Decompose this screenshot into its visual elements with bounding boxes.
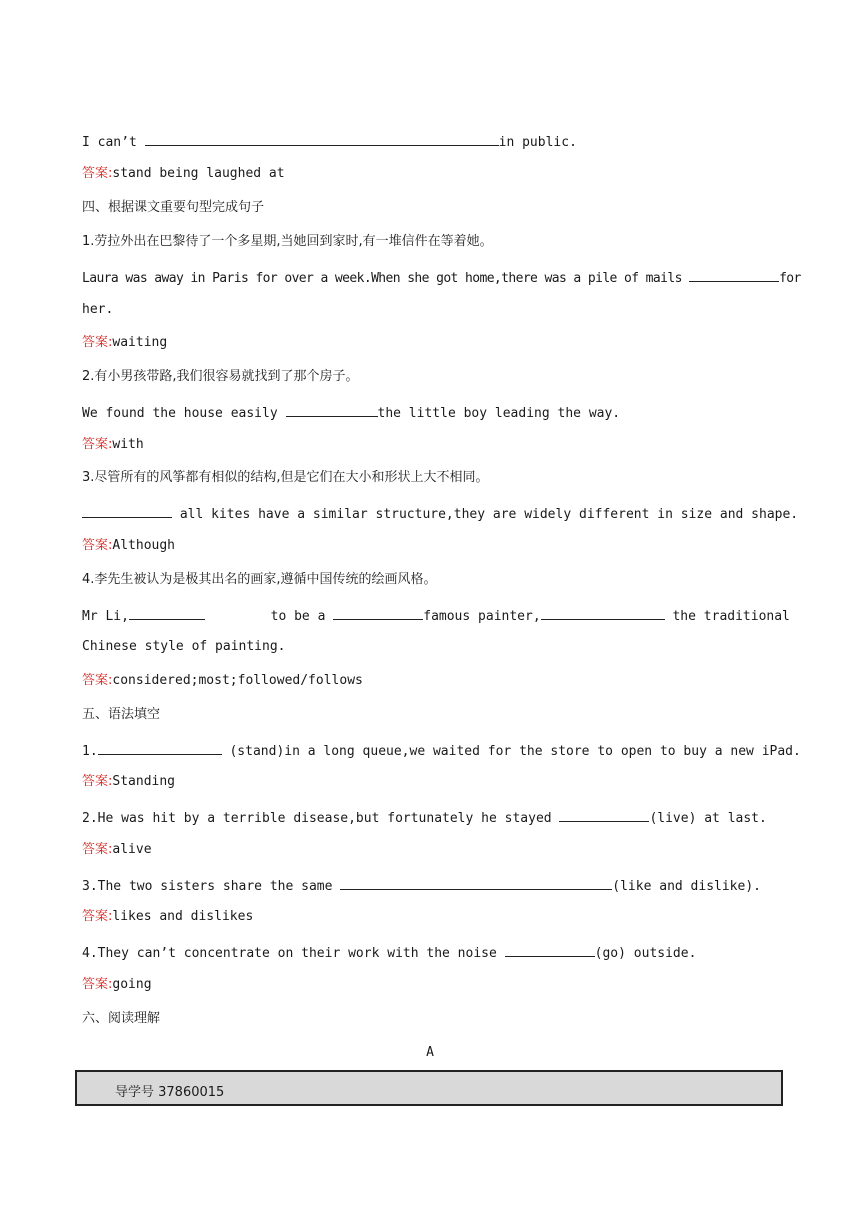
guide-number-box [75, 1070, 783, 1106]
answer-blank[interactable] [129, 605, 205, 620]
answer-line: 答案:going [82, 977, 152, 992]
s5-q3: 3.The two sisters share the same (like and dislike). [82, 875, 761, 896]
prev-question-line: I can’t in public. [82, 131, 577, 152]
answer-line: 答案:likes and dislikes [82, 909, 254, 924]
guide-number: 导学号 37860015 [115, 1085, 225, 1100]
s4-q3-chinese: 3.尽管所有的风筝都有相似的结构,但是它们在大小和形状上大不相同。 [82, 470, 489, 485]
answer-line: 答案:stand being laughed at [82, 166, 285, 181]
answer-blank[interactable] [505, 942, 595, 957]
answer-line: 答案:with [82, 437, 144, 452]
answer-line: 答案:Standing [82, 774, 176, 789]
s4-q2-english: We found the house easily the little boy leading the way. [82, 402, 620, 423]
answer-blank[interactable] [333, 605, 423, 620]
s4-q3-english: all kites have a similar structure,they are widely different in size and shape. [82, 503, 798, 524]
passage-label: A [426, 1045, 434, 1060]
s4-q4-english-cont: Chinese style of painting. [82, 639, 286, 654]
answer-blank[interactable] [145, 131, 499, 146]
answer-blank[interactable] [689, 267, 779, 282]
s4-q1-english: Laura was away in Paris for over a week.When she got home,there was a pile of mails for [82, 267, 801, 288]
answer-blank[interactable] [82, 503, 172, 518]
section-6-title: 六、阅读理解 [82, 1011, 161, 1026]
answer-blank[interactable] [286, 402, 378, 417]
section-4-title: 四、根据课文重要句型完成句子 [82, 200, 265, 215]
answer-blank[interactable] [98, 740, 222, 755]
answer-line: 答案:considered;most;followed/follows [82, 673, 363, 688]
section-5-title: 五、语法填空 [82, 707, 161, 722]
s4-q1-english-cont: her. [82, 302, 114, 317]
answer-line: 答案:Although [82, 538, 176, 553]
answer-line: 答案:waiting [82, 335, 168, 350]
s4-q4-chinese: 4.李先生被认为是极其出名的画家,遵循中国传统的绘画风格。 [82, 572, 437, 587]
s4-q1-chinese: 1.劳拉外出在巴黎待了一个多星期,当她回到家时,有一堆信件在等着她。 [82, 234, 493, 249]
s4-q2-chinese: 2.有小男孩带路,我们很容易就找到了那个房子。 [82, 369, 359, 384]
answer-blank[interactable] [340, 875, 612, 890]
s5-q2: 2.He was hit by a terrible disease,but fortunately he stayed (live) at last. [82, 807, 767, 828]
answer-blank[interactable] [541, 605, 665, 620]
answer-line: 答案:alive [82, 842, 152, 857]
s5-q1: 1. (stand)in a long queue,we waited for the store to open to buy a new iPad. [82, 740, 801, 761]
s4-q4-english: Mr Li, to be a famous painter, the traditional [82, 605, 790, 626]
answer-blank[interactable] [559, 807, 649, 822]
s5-q4: 4.They can’t concentrate on their work with the noise (go) outside. [82, 942, 696, 963]
